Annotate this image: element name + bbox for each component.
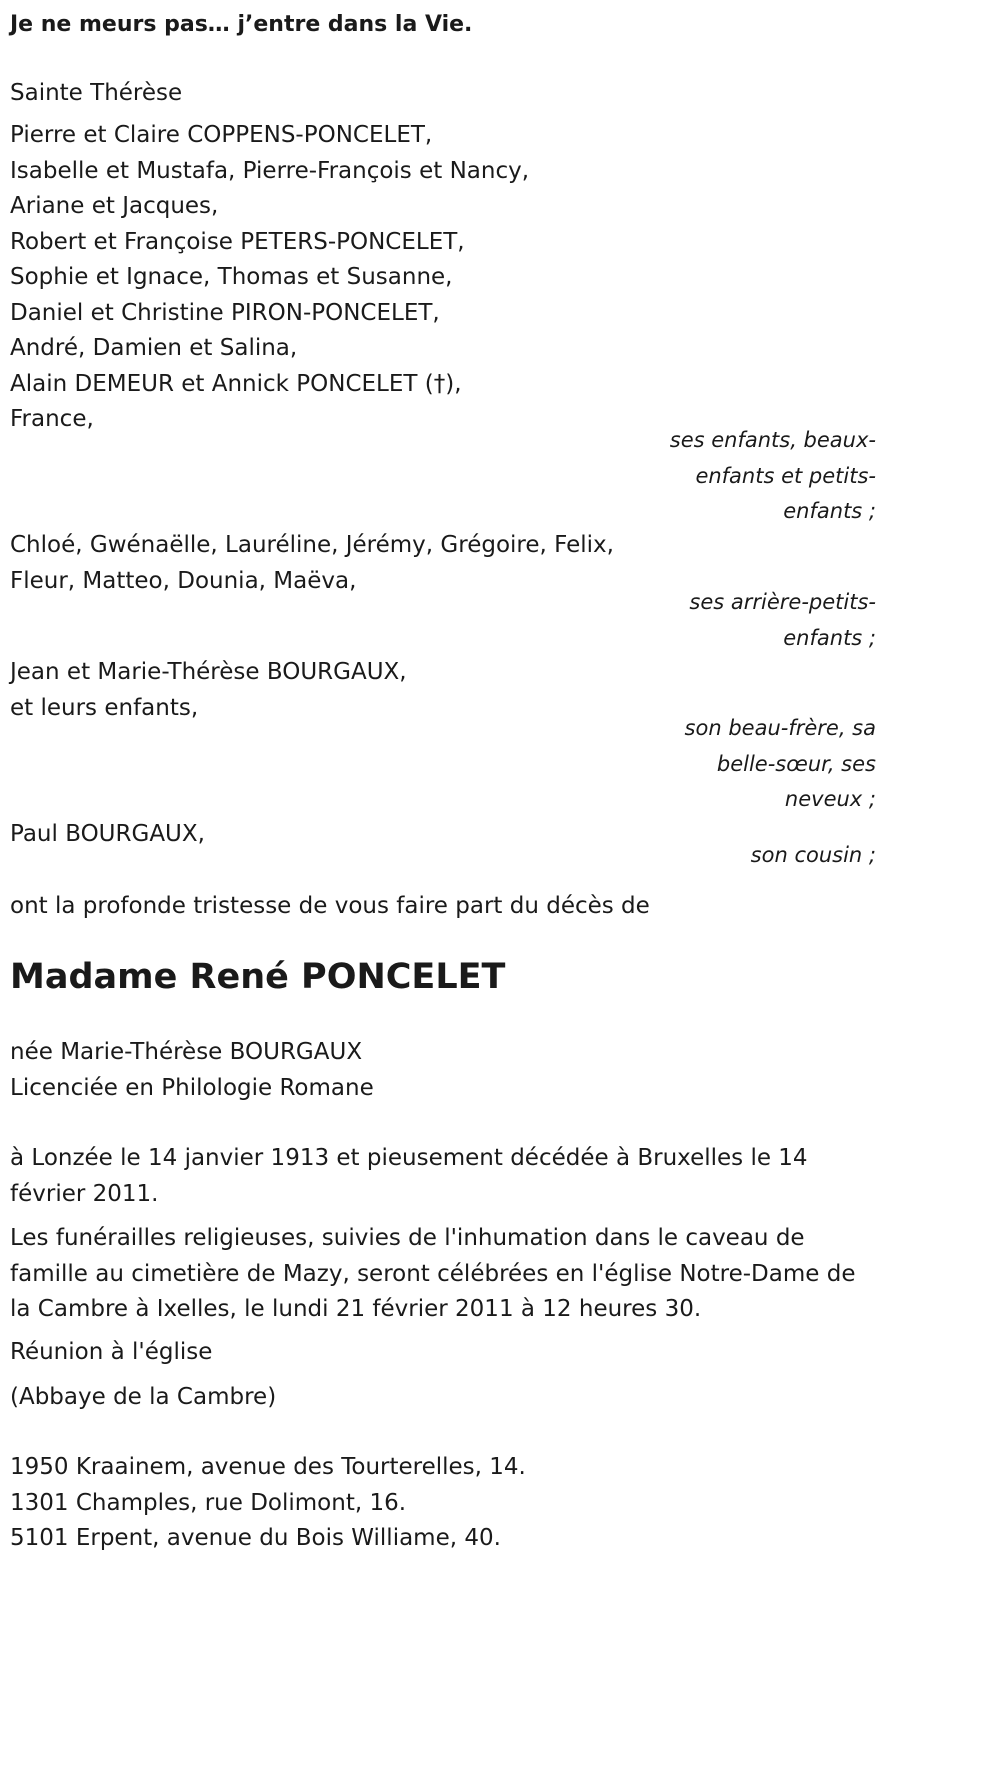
- family-line: Chloé, Gwénaëlle, Lauréline, Jérémy, Grégoire, Felix,: [10, 532, 614, 558]
- family-line: Alain DEMEUR et Annick PONCELET (†),: [10, 370, 462, 397]
- address-line: 1301 Champles, rue Dolimont, 16.: [10, 1489, 407, 1516]
- relation-children: [10, 423, 876, 530]
- family-line: Pierre et Claire COPPENS-PONCELET,: [10, 122, 433, 148]
- announcement: ont la profonde tristesse de vous faire part du décès de: [10, 893, 650, 919]
- family-line: Jean et Marie-Thérèse BOURGAUX,: [10, 659, 407, 685]
- addresses: [10, 1450, 876, 1557]
- family-line: Robert et Françoise PETERS-PONCELET,: [10, 228, 465, 255]
- family-line: Isabelle et Mustafa, Pierre-François et Nancy,: [10, 157, 530, 184]
- relation-line: enfants ;: [783, 625, 876, 650]
- motto: Je ne meurs pas… j’entre dans la Vie.: [10, 12, 473, 37]
- deceased-details: [10, 1035, 876, 1106]
- relation-line: enfants ;: [783, 499, 876, 523]
- deceased-name: Madame René PONCELET: [10, 957, 506, 997]
- academic-title: Licenciée en Philologie Romane: [10, 1074, 374, 1101]
- quote-author: Sainte Thérèse: [10, 80, 183, 106]
- relation-line: enfants et petits-: [695, 463, 876, 488]
- relation-in-laws: [10, 711, 876, 818]
- relation-line: neveux ;: [784, 787, 876, 811]
- family-line: France,: [10, 406, 94, 432]
- relation-line: ses arrière-petits-: [689, 590, 876, 614]
- relation-line: ses enfants, beaux-: [669, 428, 876, 452]
- address-line: 1950 Kraainem, avenue des Tourterelles, 14.: [10, 1454, 526, 1480]
- meeting-place: (Abbaye de la Cambre): [10, 1384, 277, 1410]
- family-line: Ariane et Jacques,: [10, 193, 219, 219]
- meeting-text: Réunion à l'église: [10, 1339, 213, 1365]
- relation-line: son beau-frère, sa: [684, 716, 876, 740]
- family-line: André, Damien et Salina,: [10, 335, 298, 361]
- family-line: Sophie et Ignace, Thomas et Susanne,: [10, 264, 453, 290]
- relation-great-grandchildren: [10, 585, 876, 656]
- family-group-1: [10, 118, 876, 438]
- family-group-4: Paul BOURGAUX,: [10, 821, 205, 847]
- relation-line: belle-sœur, ses: [716, 751, 876, 776]
- relation-cousin: son cousin ;: [750, 843, 876, 867]
- family-line: Fleur, Matteo, Dounia, Maëva,: [10, 567, 357, 594]
- birth-death-text: à Lonzée le 14 janvier 1913 et pieusement décédée à Bruxelles le 14 février 2011.: [10, 1145, 808, 1207]
- funeral-text: Les funérailles religieuses, suivies de l'inhumation dans le caveau de famille au cimetière de Mazy, seront célébrées en l'église Notre-Dame de la Cambre à Ixelles, le lundi 21 février 2011 à 12 heures 30.: [10, 1225, 856, 1322]
- birth-name: née Marie-Thérèse BOURGAUX: [10, 1039, 363, 1065]
- family-line: Daniel et Christine PIRON-PONCELET,: [10, 299, 440, 326]
- address-line: 5101 Erpent, avenue du Bois Williame, 40.: [10, 1525, 501, 1551]
- family-line: et leurs enfants,: [10, 694, 199, 721]
